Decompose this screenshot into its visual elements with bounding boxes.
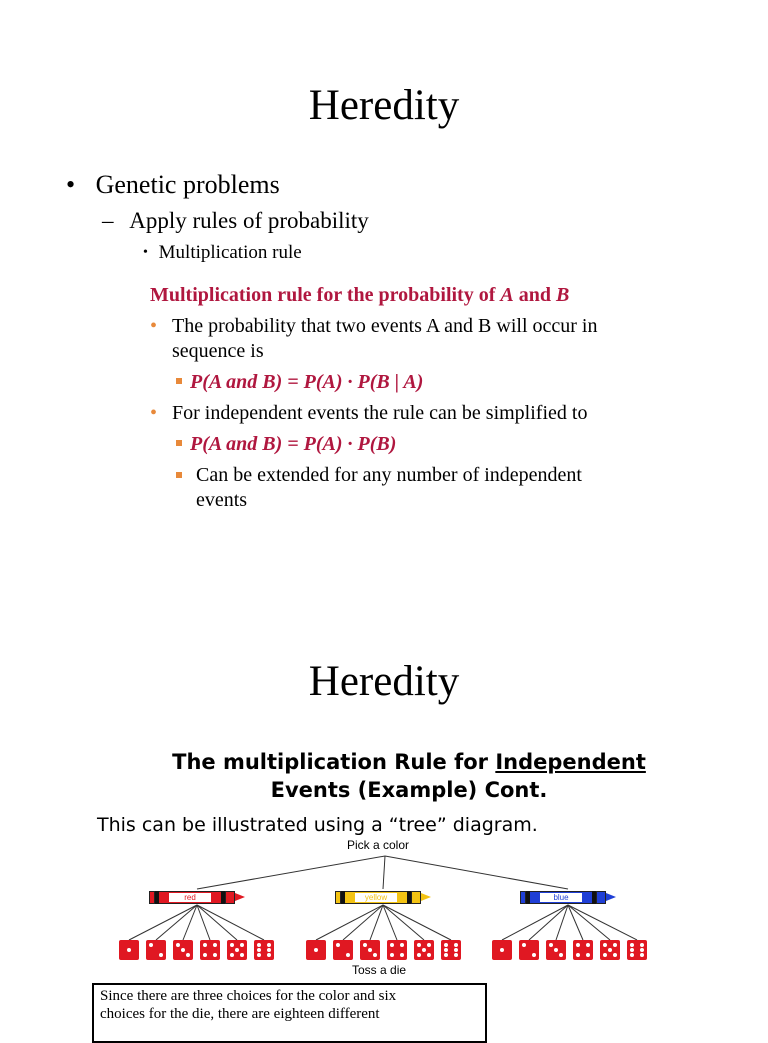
die-pip: [230, 953, 234, 957]
die-pip: [400, 943, 404, 947]
die-pip: [454, 943, 458, 947]
rule-point-2-text: For independent events the rule can be simplified to: [172, 402, 588, 424]
die-pip: [417, 943, 421, 947]
die-pip: [522, 943, 526, 947]
die-pip: [586, 943, 590, 947]
bullet-dot-icon: •: [143, 245, 148, 260]
die-pip: [554, 948, 558, 952]
die-pip: [213, 943, 217, 947]
die-face-3-icon: [173, 940, 193, 960]
die-pip: [159, 953, 163, 957]
die-pip: [203, 943, 207, 947]
formula-general-text: P(A and B) = P(A) · P(B | A): [190, 371, 424, 393]
die-pip: [336, 943, 340, 947]
crayon-yellow-icon: [335, 891, 431, 904]
crayon-label: red: [184, 893, 196, 902]
example-heading-underlined: Independent: [495, 750, 646, 774]
die-pip: [576, 953, 580, 957]
formula-independent-text: P(A and B) = P(A) · P(B): [190, 433, 397, 455]
die-face-1-icon: [492, 940, 512, 960]
die-pip: [213, 953, 217, 957]
crayon-red-icon: [149, 891, 245, 904]
die-pip: [603, 943, 607, 947]
die-pip: [400, 953, 404, 957]
die-pip: [373, 953, 377, 957]
die-pip: [267, 948, 271, 952]
explanation-box: [92, 983, 487, 1043]
die-face-3-icon: [360, 940, 380, 960]
die-pip: [586, 953, 590, 957]
rule-subpoint-line2: events: [196, 489, 248, 511]
orange-dot-icon: •: [150, 402, 158, 424]
die-pip: [640, 953, 644, 957]
die-face-4-icon: [200, 940, 220, 960]
die-face-2-icon: [519, 940, 539, 960]
rule-subpoint-line1: Can be extended for any number of independent: [196, 464, 582, 486]
die-pip: [422, 948, 426, 952]
die-pip: [427, 943, 431, 947]
example-heading-line2: Events (Example) Cont.: [270, 778, 548, 802]
rule-heading-and: and: [513, 284, 556, 306]
tree-subheading: This can be illustrated using a “tree” diagram.: [97, 814, 538, 836]
die-face-1-icon: [306, 940, 326, 960]
die-pip: [186, 953, 190, 957]
die-pip: [240, 943, 244, 947]
die-pip: [613, 943, 617, 947]
die-pip: [230, 943, 234, 947]
die-face-6-icon: [254, 940, 274, 960]
die-pip: [390, 953, 394, 957]
bullet-level1-text: Genetic problems: [95, 170, 280, 199]
die-pip: [454, 953, 458, 957]
die-pip: [240, 953, 244, 957]
bullet-level2-text: Apply rules of probability: [129, 208, 369, 233]
die-pip: [559, 953, 563, 957]
die-face-3-icon: [546, 940, 566, 960]
orange-dot-icon: •: [150, 315, 158, 337]
die-pip: [532, 953, 536, 957]
die-pip: [363, 943, 367, 947]
die-pip: [500, 948, 504, 952]
explanation-line1: Since there are three choices for the color and six: [100, 988, 397, 1004]
die-pip: [368, 948, 372, 952]
die-pip: [454, 948, 458, 952]
die-pip: [630, 948, 634, 952]
rule-heading-text: Multiplication rule for the probability of: [150, 284, 501, 306]
rule-heading-a: A: [500, 284, 514, 306]
rule-point-1-line1: The probability that two events A and B will occur in: [172, 315, 598, 337]
crayon-blue-icon: [520, 891, 616, 904]
die-pip: [390, 943, 394, 947]
die-pip: [257, 948, 261, 952]
die-pip: [203, 953, 207, 957]
die-pip: [257, 943, 261, 947]
die-face-1-icon: [119, 940, 139, 960]
die-face-2-icon: [333, 940, 353, 960]
die-pip: [257, 953, 261, 957]
die-pip: [608, 948, 612, 952]
rule-point-1-line2: sequence is: [172, 340, 264, 362]
die-pip: [630, 953, 634, 957]
pick-color-label: Pick a color: [347, 838, 410, 852]
example-heading-text: The multiplication Rule for: [172, 750, 496, 774]
die-pip: [427, 953, 431, 957]
die-pip: [267, 953, 271, 957]
die-face-2-icon: [146, 940, 166, 960]
die-pip: [576, 943, 580, 947]
slide2-title: Heredity: [308, 658, 460, 705]
die-pip: [127, 948, 131, 952]
dash-icon: –: [102, 208, 114, 233]
die-pip: [235, 948, 239, 952]
die-pip: [640, 948, 644, 952]
die-pip: [267, 943, 271, 947]
die-pip: [630, 943, 634, 947]
die-face-5-icon: [414, 940, 434, 960]
crayon-label: blue: [553, 893, 569, 902]
explanation-line2: choices for the die, there are eighteen different: [100, 1006, 380, 1022]
die-face-4-icon: [387, 940, 407, 960]
die-pip: [417, 953, 421, 957]
slide1-title: Heredity: [308, 82, 460, 129]
die-face-6-icon: [441, 940, 461, 960]
die-face-4-icon: [573, 940, 593, 960]
die-face-6-icon: [627, 940, 647, 960]
die-pip: [149, 943, 153, 947]
die-pip: [444, 953, 448, 957]
die-pip: [603, 953, 607, 957]
bullet-dot-icon: •: [66, 170, 76, 199]
bullet-level3-text: Multiplication rule: [158, 242, 302, 263]
die-pip: [444, 948, 448, 952]
die-pip: [640, 943, 644, 947]
die-face-5-icon: [227, 940, 247, 960]
die-pip: [181, 948, 185, 952]
die-pip: [346, 953, 350, 957]
die-pip: [444, 943, 448, 947]
die-pip: [549, 943, 553, 947]
crayon-label: yellow: [364, 893, 388, 902]
die-pip: [314, 948, 318, 952]
die-face-5-icon: [600, 940, 620, 960]
die-pip: [613, 953, 617, 957]
rule-heading-b: B: [555, 284, 570, 306]
die-pip: [176, 943, 180, 947]
toss-die-label: Toss a die: [352, 963, 407, 977]
